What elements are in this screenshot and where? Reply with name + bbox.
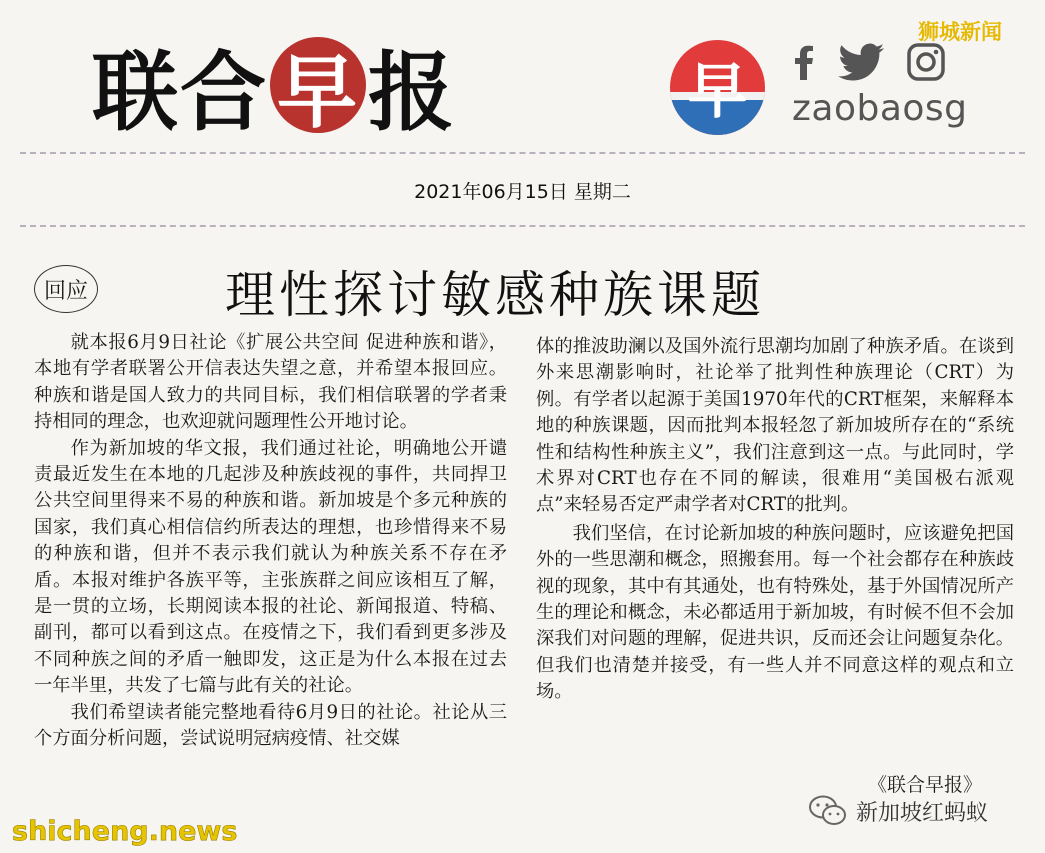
logo-char: 联 xyxy=(92,42,180,143)
instagram-icon[interactable] xyxy=(906,42,946,82)
watermark-top: 狮城新闻 xyxy=(918,20,1002,44)
article-column-right xyxy=(536,334,1014,706)
paragraph: 我们希望读者能完整地看待6月9日的社论。社论从三个方面分析问题，尝试说明冠病疫情、社交媒 xyxy=(34,701,507,750)
wechat-credit xyxy=(808,794,988,828)
social-handle: zaobaosg xyxy=(792,88,968,129)
twitter-icon[interactable] xyxy=(838,42,886,82)
logo-char: 报 xyxy=(368,42,456,143)
paragraph: 作为新加坡的华文报，我们通过社论，明确地公开谴责最近发生在本地的几起涉及种族歧视的事件，共同捍卫公共空间里得来不易的种族和谐。新加坡是个多元种族的国家，我们真心相信信约所表达的理想，也珍惜得来不易的种族和谐，但并不表示我们就认为种族关系不存在矛盾。本报对维护各族平等，主张族群之间应该相互了解，是一贯的立场，长期阅读本报的社论、新闻报道、特稿、副刊，都可以看到这点。在疫情之下，我们看到更多涉及不同种族之间的矛盾一触即发，这正是为什么本报在过去一年半里，共发了七篇与此有关的社论。 xyxy=(34,437,507,697)
paragraph: 我们坚信，在讨论新加坡的种族问题时，应该避免把国外的一些思潮和概念，照搬套用。每一个社会都存在种族歧视的现象，其中有其通处，也有特殊处，基于外国情况所产生的理论和概念，未必都适用于新加坡，有时候不但不会加深我们对问题的理解，促进共识，反而还会让问题复杂化。但我们也清楚并接受，有一些人并不同意这样的观点和立场。 xyxy=(536,522,1014,703)
logo-char-highlight: 早 xyxy=(270,37,366,133)
divider xyxy=(20,225,1025,227)
facebook-icon[interactable] xyxy=(784,42,824,82)
logo-char: 合 xyxy=(180,42,268,143)
brand-badge-char: 早 xyxy=(687,57,748,127)
article-column-left xyxy=(34,330,507,853)
watermark-bottom: shicheng.news xyxy=(12,816,238,847)
brand-badge-icon xyxy=(670,40,765,135)
publish-date: 2021年06月15日 星期二 xyxy=(414,181,631,203)
paragraph: 体的推波助澜以及国外流行思潮均加剧了种族矛盾。在谈到外来思潮影响时，社论举了批判性种族理论（CRT）为例。有学者以起源于美国1970年代的CRT框架，来解释本地的种族课题，因而批判本报轻忽了新加坡所存在的“系统性和结构性种族主义”，我们注意到这一点。与此同时，学术界对CRT也存在不同的解读，很难用“美国极右派观点”来轻易否定严肃学者对CRT的批判。 xyxy=(536,336,1014,516)
paragraph: 就本报6月9日社论《扩展公共空间 促进种族和谐》，本地有学者联署公开信表达失望之意，并希望本报回应。种族和谐是国人致力的共同目标，我们相信联署的学者秉持相同的理念，也欢迎就问题理性公开地讨论。 xyxy=(34,332,507,433)
article-headline: 理性探讨敏感种族课题 xyxy=(225,266,765,324)
wechat-icon xyxy=(808,794,848,828)
divider xyxy=(20,152,1025,154)
article-signature: 《联合早报》 xyxy=(868,774,983,796)
reply-tag: 回应 xyxy=(34,265,98,313)
masthead-logo xyxy=(92,30,482,143)
wechat-account-name: 新加坡红蚂蚁 xyxy=(856,800,989,826)
